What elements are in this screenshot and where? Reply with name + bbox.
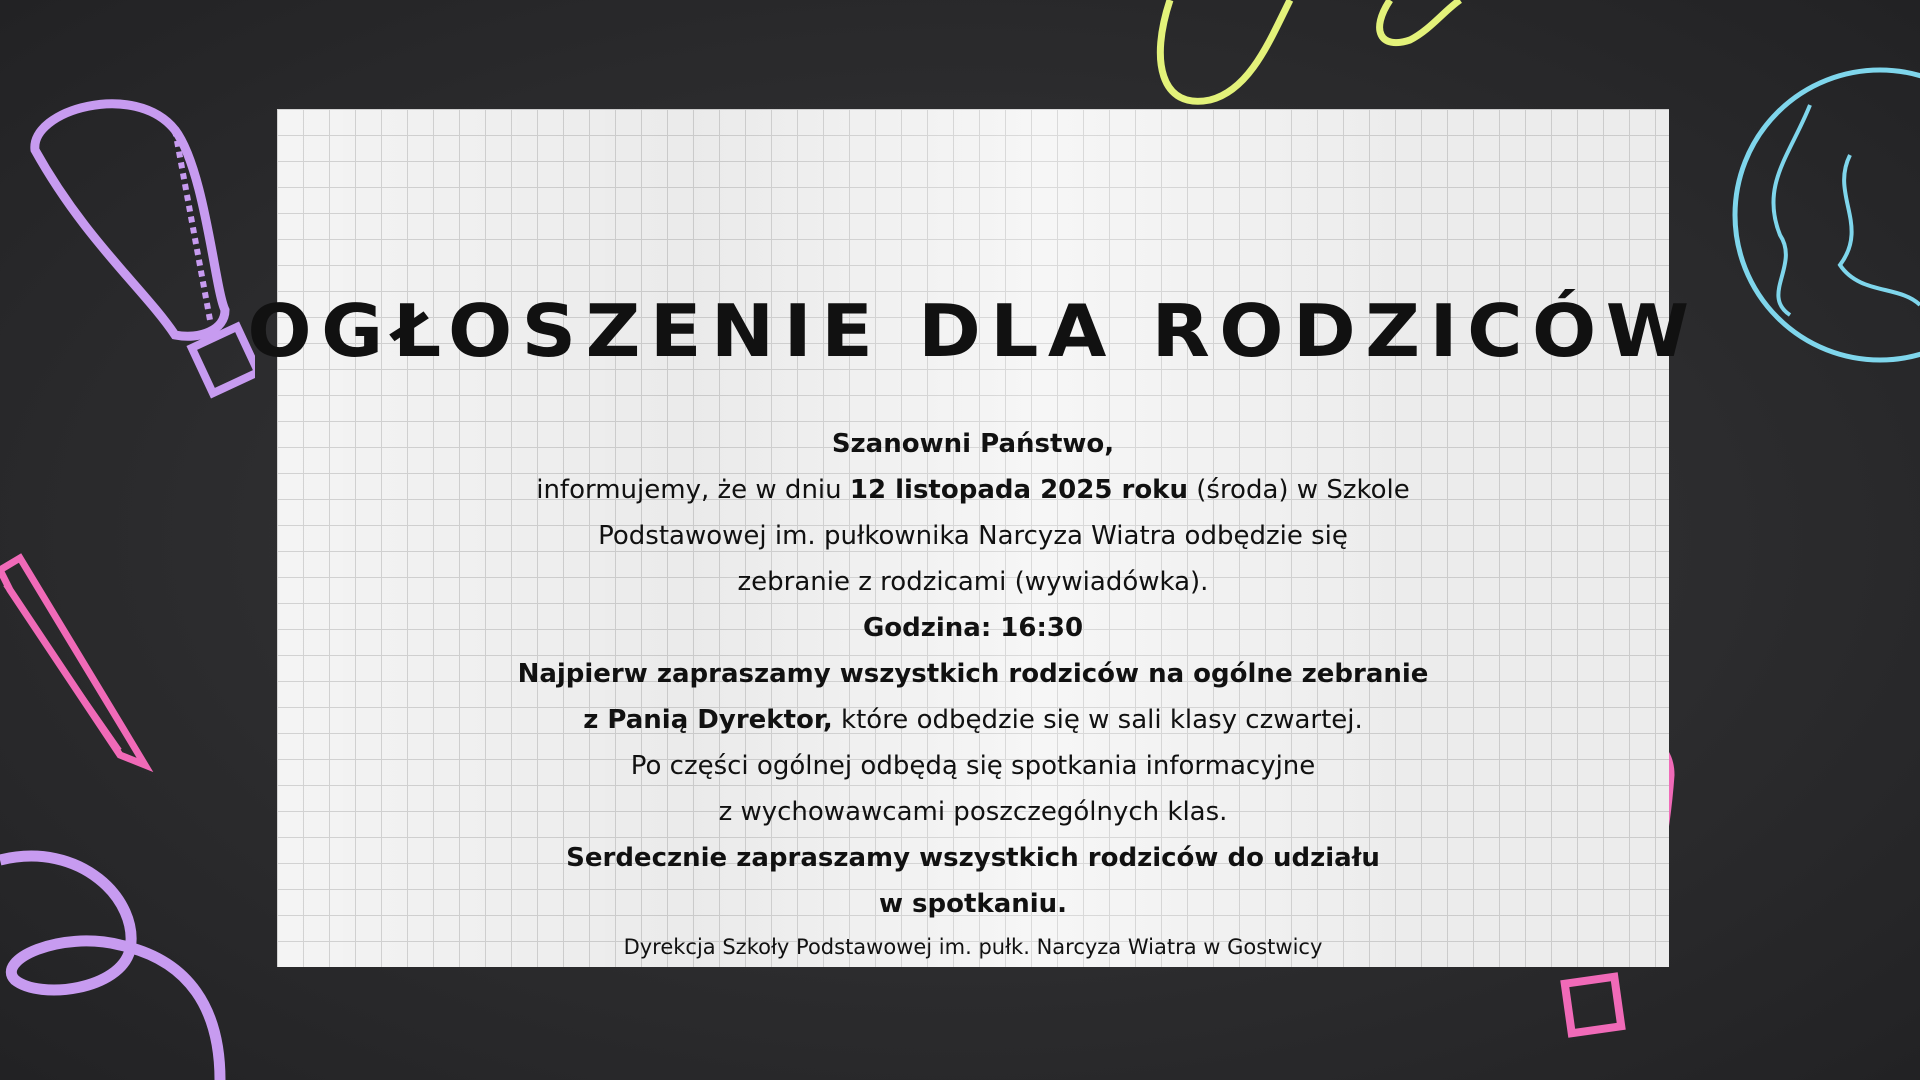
- text: informujemy, że w dniu: [536, 475, 850, 505]
- notice-paper: [247, 109, 1699, 967]
- loop-doodle-icon: [0, 840, 240, 1080]
- signature: Dyrekcja Szkoły Podstawowej im. pułk. Narcyza Wiatra w Gostwicy: [623, 935, 1323, 959]
- general-meeting-line: Najpierw zapraszamy wszystkich rodziców na ogólne zebranie: [517, 659, 1429, 689]
- greeting: Szanowni Państwo,: [831, 429, 1115, 459]
- school-line: Podstawowej im. pułkownika Narcyza Wiatra odbędzie się: [598, 521, 1348, 551]
- text: (środa) w Szkole: [1187, 475, 1410, 505]
- notice-body: [277, 421, 1669, 967]
- meeting-time: Godzina: 16:30: [862, 613, 1084, 643]
- info-line: Po części ogólnej odbędą się spotkania informacyjne: [630, 751, 1316, 781]
- invite-line: Serdecznie zapraszamy wszystkich rodziców do udziału: [566, 843, 1380, 873]
- teachers-line: z wychowawcami poszczególnych klas.: [718, 797, 1228, 827]
- text: które odbędzie się w sali klasy czwartej.: [832, 705, 1363, 735]
- pencil-doodle-icon: [0, 550, 160, 780]
- globe-doodle-icon: [1700, 65, 1920, 385]
- date-line: [277, 467, 1669, 513]
- meeting-line: zebranie z rodzicami (wywiadówka).: [737, 567, 1209, 597]
- meeting-date: 12 listopada 2025 roku: [849, 475, 1188, 505]
- swirl-doodle-yellow-icon: [1140, 0, 1480, 120]
- invite-line-end: w spotkaniu.: [878, 889, 1068, 919]
- exclamation-doodle-purple-icon: [25, 90, 255, 420]
- notice-title: OGŁOSZENIE DLA RODZICÓW: [247, 289, 1699, 373]
- text: z Panią Dyrektor,: [583, 705, 833, 735]
- director-line: [277, 697, 1669, 743]
